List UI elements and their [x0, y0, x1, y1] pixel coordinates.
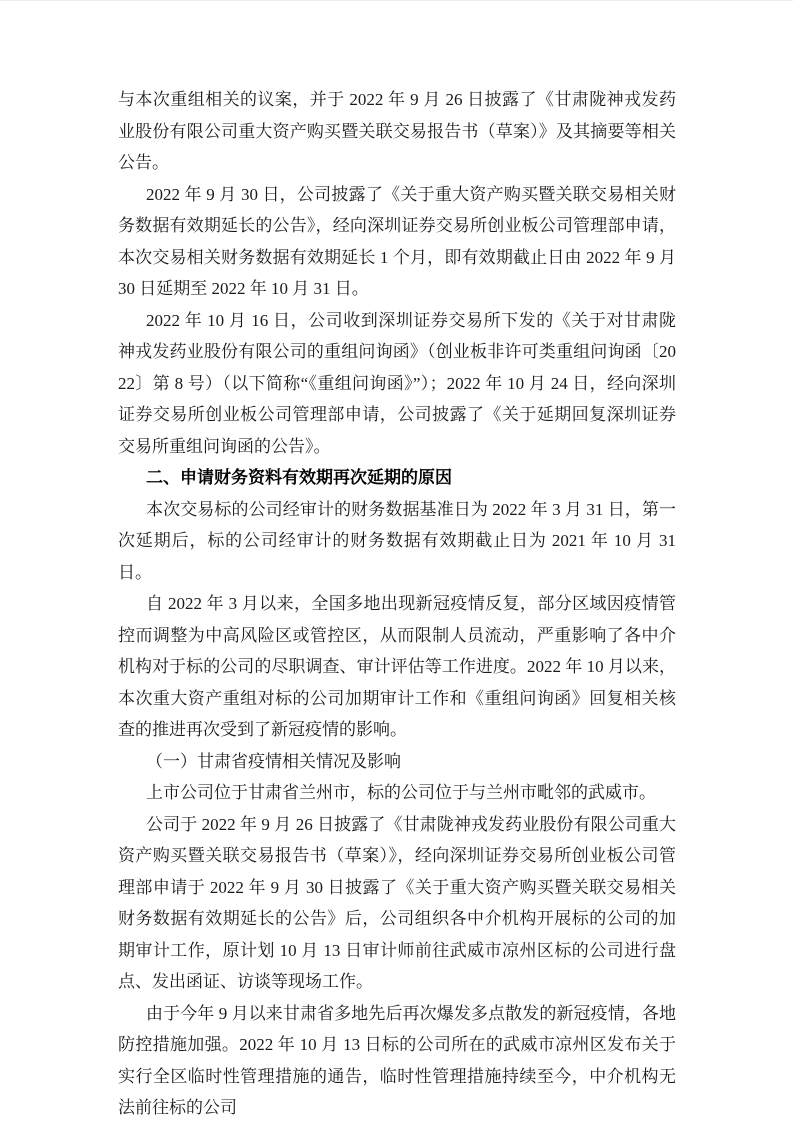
paragraph: 与本次重组相关的议案，并于 2022 年 9 月 26 日披露了《甘肃陇神戎发药业股份有限公司重大资产购买暨关联交易报告书（草案）》及其摘要等相关公告。	[118, 90, 676, 172]
paragraph: 2022 年 9 月 30 日，公司披露了《关于重大资产购买暨关联交易相关财务数据有效期延长的公告》，经向深圳证券交易所创业板公司管理部申请，本次交易相关财务数据有效期延长 1 个月，即有效期截止日由 2022 年 9 月 30 日延期至 2022 年 10 月 31 日。	[118, 184, 676, 298]
paragraph: 本次交易标的公司经审计的财务数据基准日为 2022 年 3 月 31 日，第一次延期后，标的公司经审计的财务数据有效期截止日为 2021 年 10 月 31 日。	[118, 499, 676, 582]
paragraph: 上市公司位于甘肃省兰州市，标的公司位于与兰州市毗邻的武威市。	[146, 783, 656, 802]
page-top-edge	[0, 0, 793, 1]
paragraph: 由于今年 9 月以来甘肃省多地先后再次爆发多点散发的新冠疫情，各地防控措施加强。2022 年 10 月 13 日标的公司所在的武威市凉州区发布关于实行全区临时性管理措施的通告，临时性管理措施持续至今，中介机构无法前往标的公司	[118, 1003, 676, 1117]
document-page	[118, 84, 676, 1124]
section-heading: 二、申请财务资料有效期再次延期的原因	[146, 468, 452, 487]
paragraph: 公司于 2022 年 9 月 26 日披露了《甘肃陇神戎发药业股份有限公司重大资产购买暨关联交易报告书（草案）》，经向深圳证券交易所创业板公司管理部申请于 2022 年 9 月 30 日披露了《关于重大资产购买暨关联交易相关财务数据有效期延长的公告》后，公司组织各中介机构开展标的公司的加期审计工作，原计划 10 月 13 日审计师前往武威市凉州区标的公司进行盘点、发出函证、访谈等现场工作。	[118, 814, 676, 991]
paragraph: 自 2022 年 3 月以来，全国多地出现新冠疫情反复，部分区域因疫情管控而调整为中高风险区或管控区，从而限制人员流动，严重影响了各中介机构对于标的公司的尽职调查、审计评估等工作进度。2022 年 10 月以来，本次重大资产重组对标的公司加期审计工作和《重组问询函》回复相关核查的推进再次受到了新冠疫情的影响。	[118, 594, 676, 739]
sub-section-heading: （一）甘肃省疫情相关情况及影响	[146, 751, 401, 771]
document-body	[118, 84, 676, 1124]
paragraph: 2022 年 10 月 16 日，公司收到深圳证券交易所下发的《关于对甘肃陇神戎发药业股份有限公司的重组问询函》（创业板非许可类重组问询函〔2022〕第 8 号）（以下简称“《重组问询函》”）；2022 年 10 月 24 日，经向深圳证券交易所创业板公司管理部申请，公司披露了《关于延期回复深圳证券交易所重组问询函的公告》。	[118, 310, 676, 456]
